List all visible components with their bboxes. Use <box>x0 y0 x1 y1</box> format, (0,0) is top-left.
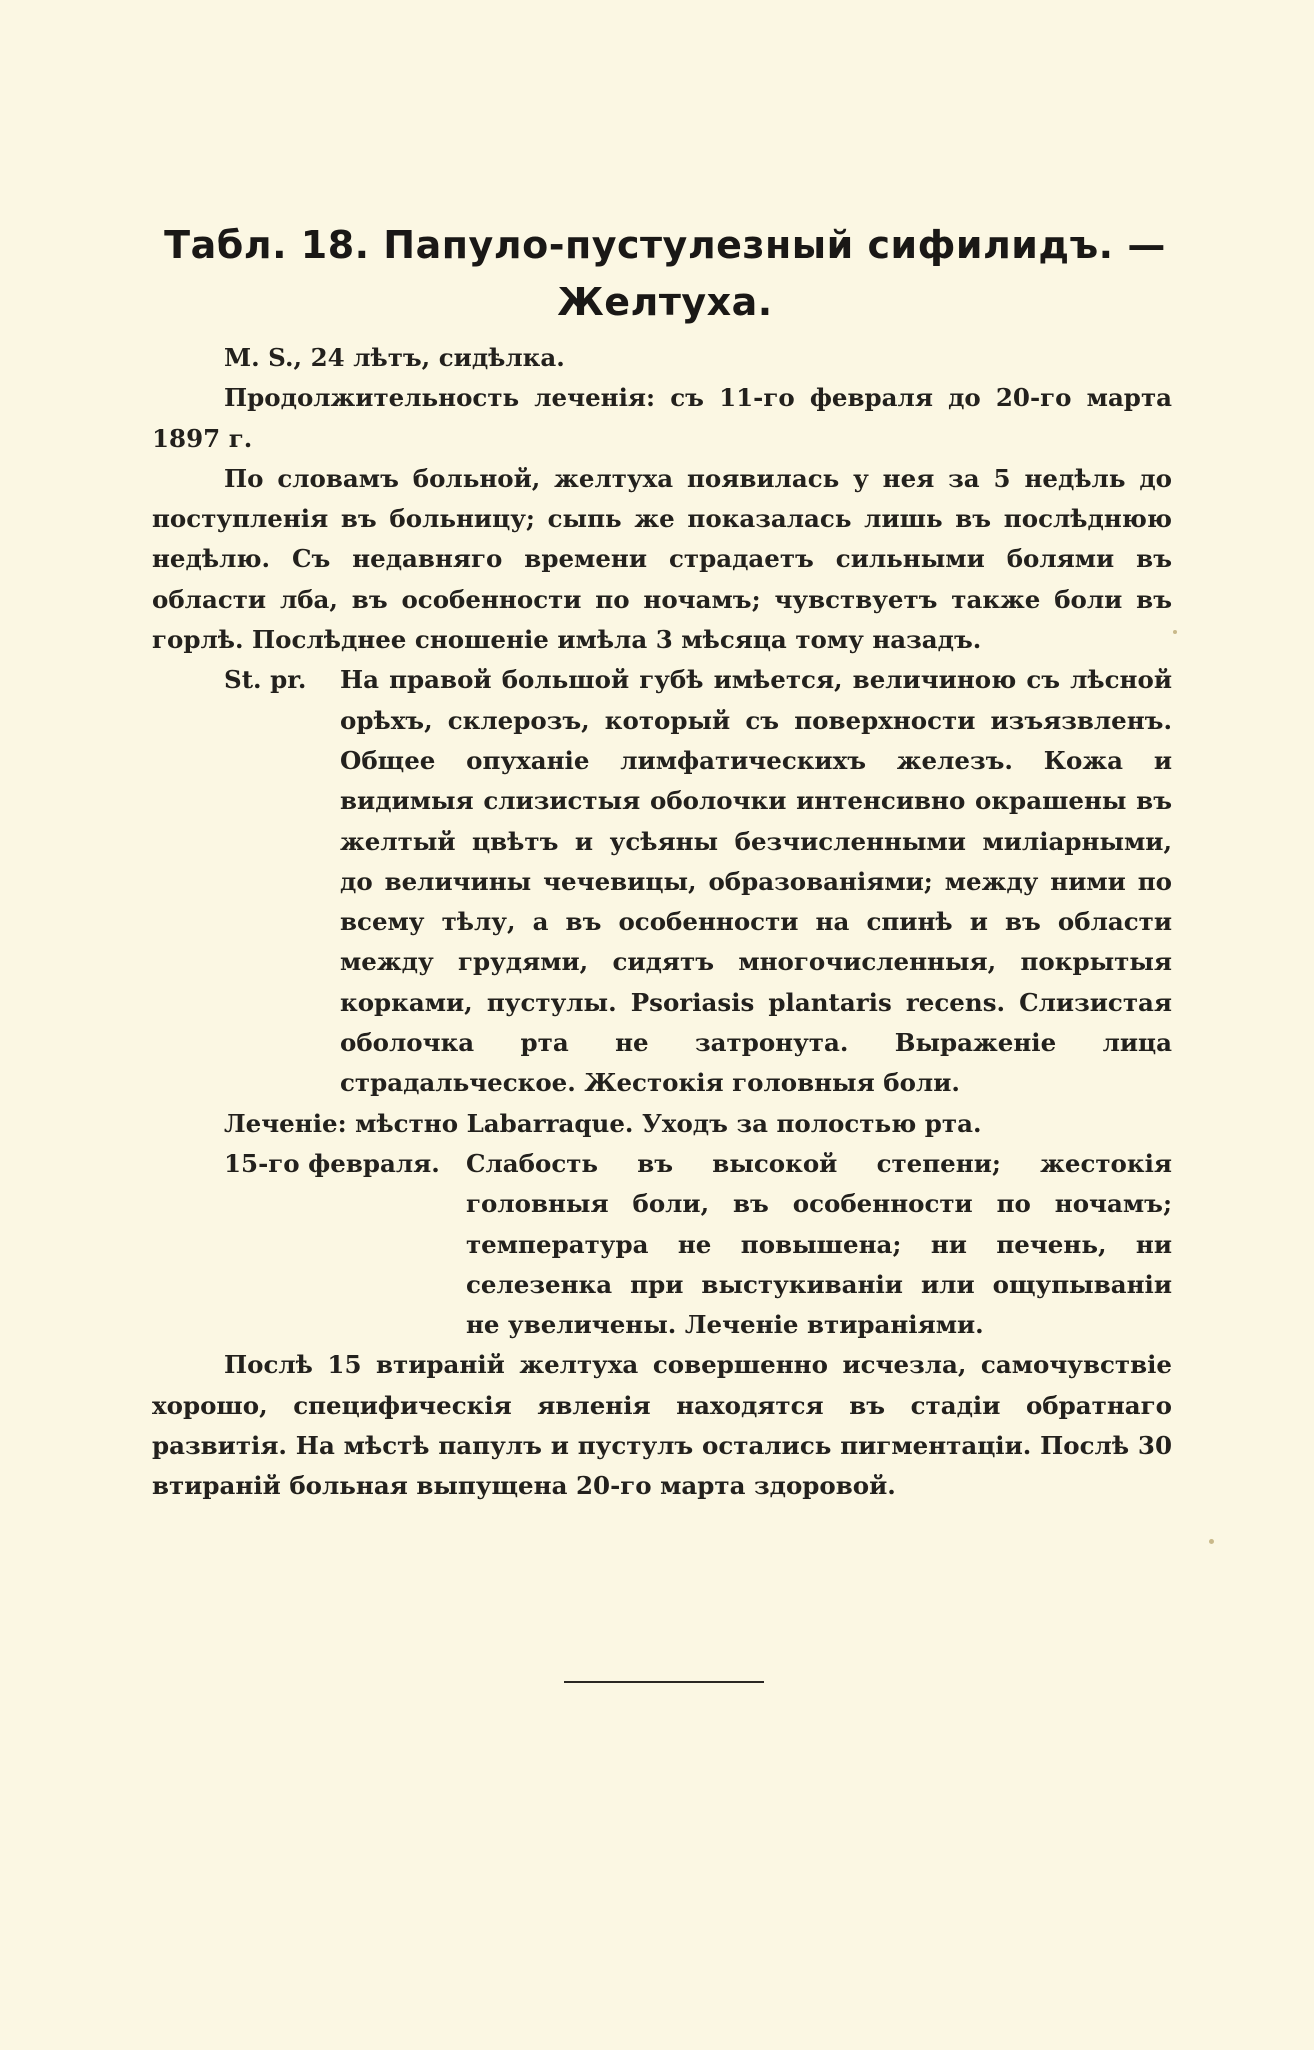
diary-entry-date: 15-го февраля. <box>224 1148 440 1178</box>
title-line-2: Желтуха. <box>557 280 773 325</box>
status-praesens-text: На правой большой губѣ имѣется, величиною съ лѣсной орѣхъ, склерозъ, который съ поверхности изъязвленъ. Общее опуханіе лимфатическихъ железъ. Кожа и видимыя слизистыя оболочки интенсивно окрашены въ желтый цвѣтъ и усѣяны безчисленными миліарными, до величины чечевицы, образованіями; между ними по всему тѣлу, а въ особенности на спинѣ и въ области между грудями, сидятъ многочисленныя, покрытыя корками, пустулы. Psoriasis plantaris recens. Слизистая оболочка рта не затронута. Выраженіе лица страдальческое. Жестокія головныя боли. <box>340 665 1172 1098</box>
status-praesens-section <box>152 660 1172 1103</box>
treatment-line: Леченіе: мѣстно Labarraque. Уходъ за полостью рта. <box>224 1108 982 1138</box>
outcome-paragraph: Послѣ 15 втираній желтуха совершенно исчезла, самочувствіе хорошо, специфическія явленія находятся въ стадіи обратнаго развитія. На мѣстѣ папулъ и пустулъ остались пигментаціи. Послѣ 30 втираній больная выпущена 20-го марта здоровой. <box>152 1350 1172 1501</box>
page-title <box>150 217 1180 331</box>
paper-speck <box>1209 1539 1214 1544</box>
closing-rule <box>564 1681 764 1683</box>
patient-line: M. S., 24 лѣтъ, сидѣлка. <box>224 343 565 372</box>
title-line-1: Табл. 18. Папуло-пустулезный сифилидъ. — <box>164 223 1166 268</box>
case-report <box>152 338 1172 1507</box>
treatment-duration: Продолжительность леченія: съ 11-го февраля до 20-го марта 1897 г. <box>152 383 1172 453</box>
anamnesis-paragraph: По словамъ больной, желтуха появилась у нея за 5 недѣль до поступленія въ больницу; сыпь же показалась лишь въ послѣднюю недѣлю. Съ недавняго времени страдаетъ сильными болями въ области лба, въ особенности по ночамъ; чувствуетъ также боли въ горлѣ. Послѣднее сношеніе имѣла 3 мѣсяца тому назадъ. <box>152 463 1172 655</box>
diary-entry-text: Слабость въ высокой степени; жестокія головныя боли, въ особенности по ночамъ; температура не повышена; ни печень, ни селезенка при выстукиваніи или ощупываніи не увеличены. Леченіе втираніями. <box>466 1148 1172 1340</box>
status-praesens-label: St. pr. <box>224 665 307 695</box>
paper-speck <box>1173 630 1177 634</box>
diary-entry-section <box>152 1144 1172 1345</box>
